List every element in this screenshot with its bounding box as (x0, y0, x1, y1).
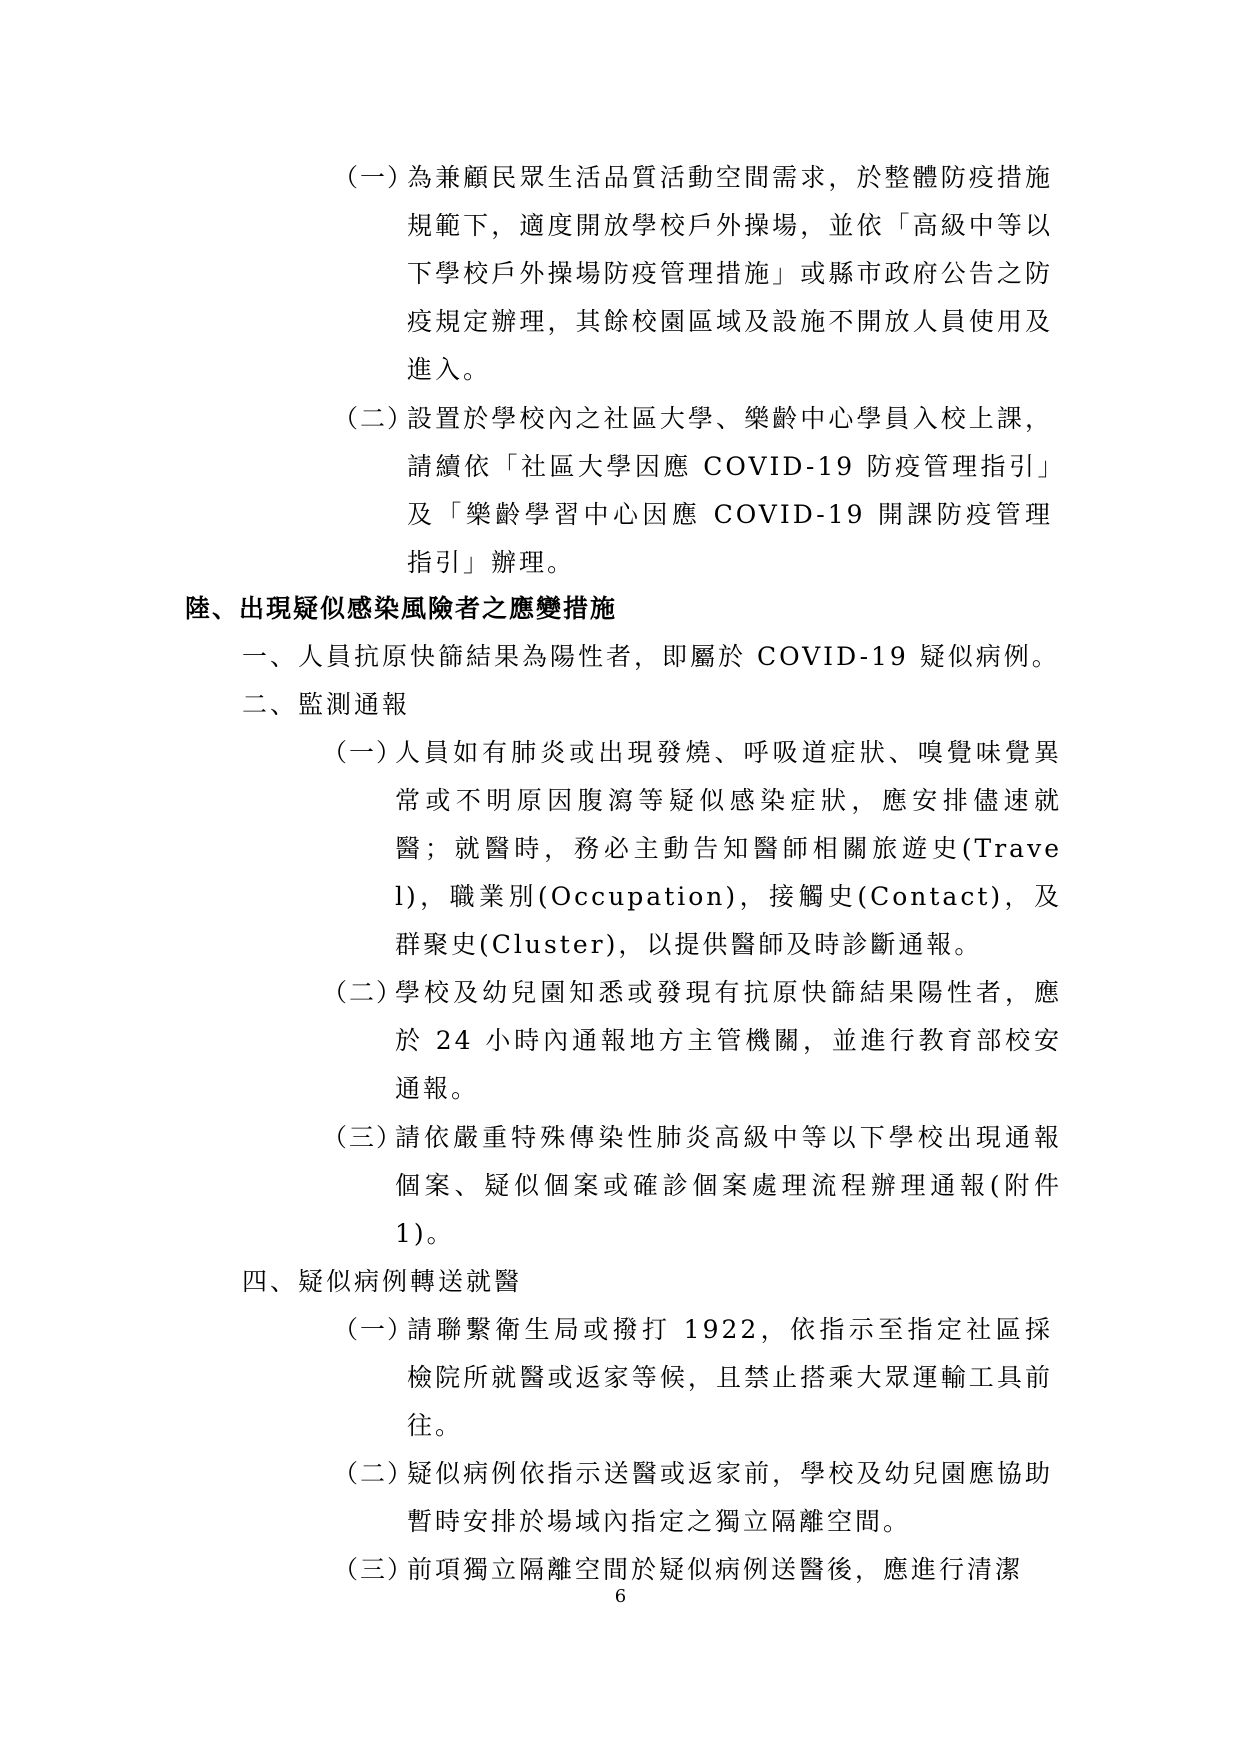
item-marker: （三） (322, 1123, 404, 1152)
item-text: 設置於學校內之社區大學、樂齡中心學員入校上課，請續依「社區大學因應 COVID-19 防疫管理指引」及「樂齡學習中心因應 COVID-19 開課防疫管理指引」辦理。 (407, 404, 1053, 577)
page-number: 6 (614, 1586, 627, 1607)
item-text: 前項獨立隔離空間於疑似病例送醫後，應進行清潔 (407, 1555, 1024, 1584)
list-item (322, 1114, 1062, 1258)
point-two-title: 二、監測通報 (242, 690, 411, 719)
item-text: 為兼顧民眾生活品質活動空間需求，於整體防疫措施規範下，適度開放學校戶外操場，並依「高級中等以下學校戶外操場防疫管理措施」或縣市政府公告之防疫規定辦理，其餘校園區域及設施不開放人員使用及進入。 (407, 163, 1053, 384)
list-item (333, 154, 1053, 394)
item-marker: （二） (333, 404, 415, 433)
item-marker: （二） (322, 978, 404, 1007)
point-four-title: 四、疑似病例轉送就醫 (242, 1267, 523, 1296)
point-one: 一、人員抗原快篩結果為陽性者，即屬於 COVID-19 疑似病例。 (242, 642, 1060, 671)
item-text: 人員如有肺炎或出現發燒、呼吸道症狀、嗅覺味覺異常或不明原因腹瀉等疑似感染症狀，應安排儘速就醫；就醫時，務必主動告知醫師相關旅遊史(Travel)，職業別(Occupation)，接觸史(Contact)，及群聚史(Cluster)，以提供醫師及時診斷通報。 (395, 738, 1062, 959)
item-text: 疑似病例依指示送醫或返家前，學校及幼兒園應協助暫時安排於場域內指定之獨立隔離空間。 (407, 1459, 1053, 1536)
list-item (333, 395, 1053, 587)
list-item (333, 1450, 1053, 1546)
item-text: 請依嚴重特殊傳染性肺炎高級中等以下學校出現通報個案、疑似個案或確診個案處理流程辦理通報(附件 1)。 (395, 1123, 1062, 1248)
item-marker: （二） (333, 1459, 415, 1488)
list-item (322, 969, 1062, 1113)
list-item (333, 1306, 1053, 1450)
item-marker: （一） (333, 163, 415, 192)
item-marker: （三） (333, 1555, 415, 1584)
item-marker: （一） (333, 1315, 415, 1344)
list-item (322, 729, 1062, 969)
section-heading: 陸、出現疑似感染風險者之應變措施 (185, 594, 618, 623)
item-marker: （一） (322, 738, 404, 767)
item-text: 請聯繫衛生局或撥打 1922，依指示至指定社區採檢院所就醫或返家等候，且禁止搭乘大眾運輸工具前往。 (407, 1315, 1053, 1440)
item-text: 學校及幼兒園知悉或發現有抗原快篩結果陽性者，應於 24 小時內通報地方主管機關，並進行教育部校安通報。 (395, 978, 1062, 1103)
